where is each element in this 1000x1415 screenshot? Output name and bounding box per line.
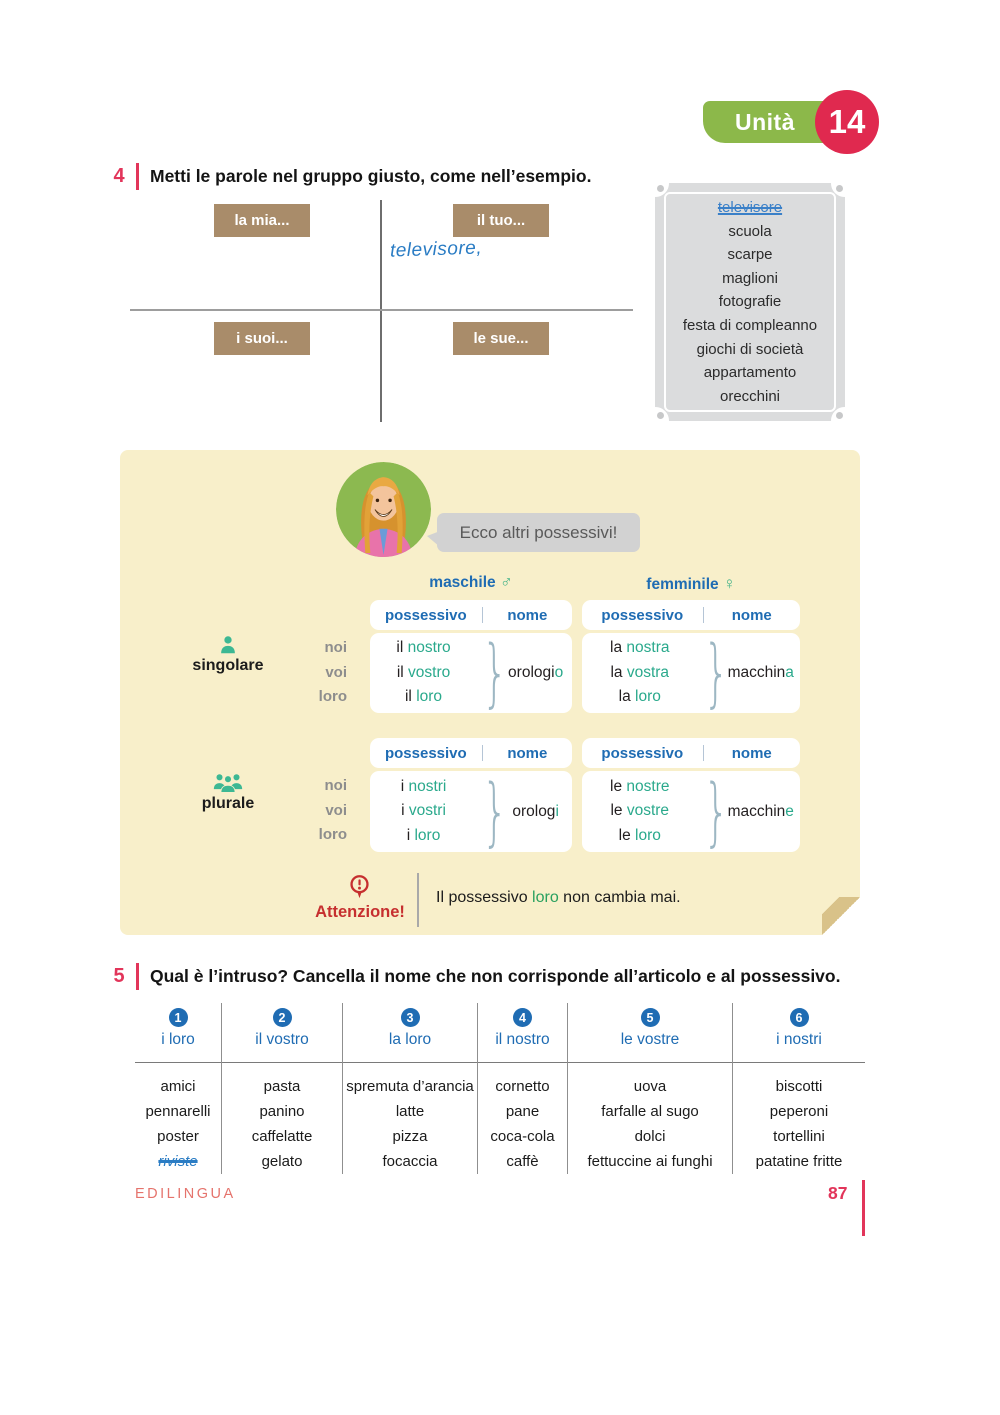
unit-number-badge (815, 90, 879, 154)
number-badge: 3 (401, 1008, 420, 1027)
column-3 (343, 1003, 478, 1174)
word-item: scarpe (727, 246, 773, 264)
word-item: scuola (728, 222, 772, 240)
brace (698, 777, 722, 847)
column-6 (733, 1003, 865, 1174)
pronouns-plurale: noi voi loro (318, 777, 347, 843)
speech-bubble-text: Ecco altri possessivi! (459, 522, 618, 542)
attention-label: Attenzione! (315, 903, 405, 921)
crossed-word: televisore (717, 199, 783, 216)
word-item: fotografie (718, 293, 782, 311)
table-head-singolare-maschile: possessivo nome (370, 600, 572, 630)
column-possessive: la loro (388, 1031, 432, 1048)
student-avatar (336, 462, 431, 557)
quadrant-vertical-line (380, 200, 382, 422)
speech-bubble (437, 513, 640, 552)
crossed-out-word: riviste (158, 1153, 198, 1170)
exercise-divider-bar (136, 163, 139, 190)
word-item: giochi di società (696, 340, 804, 358)
plurale-label: plurale (201, 795, 255, 812)
column-words: uova farfalle al sugo dolci fettuccine ai funghi (587, 1078, 713, 1170)
girl-avatar-illustration (336, 462, 431, 557)
table-body-singolare-maschile: il nostro il vostro il loro } orologio (370, 633, 572, 713)
publisher-logo: EDILINGUA (135, 1186, 236, 1202)
table-head-plurale-maschile: possessivo nome (370, 738, 572, 768)
unit-number: 14 (828, 103, 866, 140)
exercise5-number: 5 (113, 965, 125, 987)
attention-divider (417, 873, 419, 927)
column-possessive: il nostro (495, 1031, 550, 1048)
column-words: spremuta d’arancia latte pizza focaccia (346, 1078, 474, 1170)
table-body-plurale-maschile: i nostri i vostri i loro } orologi (370, 771, 572, 852)
number-badge: 5 (641, 1008, 660, 1027)
handwritten-example-answer: televisore, (389, 237, 483, 262)
word-item: festa di compleanno (682, 316, 818, 334)
tag-le-sue: le sue... (453, 322, 549, 355)
number-badge: 4 (513, 1008, 532, 1027)
word-item: maglioni (722, 269, 778, 287)
femminile-header: femminile ♀ (646, 574, 736, 593)
maschile-header: maschile ♂ (429, 572, 513, 591)
page-number: 87 (828, 1183, 848, 1203)
brace (477, 777, 499, 847)
word-list (655, 183, 845, 421)
table-body-plurale-femminile: le nostre le vostre le loro } macchine (582, 771, 800, 852)
pronouns-singolare: noi voi loro (318, 639, 347, 705)
page-number-rule (862, 1180, 865, 1236)
column-1 (135, 1003, 222, 1174)
exercise4-number: 4 (113, 165, 125, 187)
column-words: amici pennarelli poster riviste (135, 1063, 221, 1174)
exercise-divider-bar (136, 963, 139, 990)
female-icon: ♀ (722, 574, 736, 593)
number-badge: 1 (169, 1008, 188, 1027)
column-5 (568, 1003, 733, 1174)
exercise4-title: Metti le parole nel gruppo giusto, come nell’esempio. (150, 166, 592, 186)
column-4 (478, 1003, 568, 1174)
tag-il-tuo: il tuo... (453, 204, 549, 237)
column-possessive: i loro (161, 1031, 195, 1048)
number-badge: 2 (273, 1008, 292, 1027)
singolare-label: singolare (192, 657, 264, 674)
brace (477, 638, 499, 708)
tag-la-mia: la mia... (214, 204, 310, 237)
table-head-singolare-femminile: possessivo nome (582, 600, 800, 630)
tag-i-suoi: i suoi... (214, 322, 310, 355)
attention-text: Il possessivo loro non cambia mai. (436, 889, 681, 906)
column-2 (222, 1003, 343, 1174)
exercise5-header (110, 963, 840, 990)
word-item: orecchini (719, 387, 781, 405)
number-badge: 6 (790, 1008, 809, 1027)
table-body-singolare-femminile: la nostra la vostra la loro } macchina (582, 633, 800, 713)
column-possessive: il vostro (255, 1031, 309, 1048)
column-words: pasta panino caffelatte gelato (251, 1078, 313, 1170)
word-box (655, 183, 845, 421)
column-possessive: i nostri (776, 1031, 822, 1048)
column-words: cornetto pane coca-cola caffè (490, 1078, 555, 1170)
unit-label: Unità (735, 109, 795, 135)
column-possessive: le vostre (620, 1031, 680, 1048)
table-head-plurale-femminile: possessivo nome (582, 738, 800, 768)
quadrant-horizontal-line (130, 309, 633, 311)
exercise4-header (110, 163, 591, 190)
brace (698, 638, 722, 708)
folded-corner (822, 897, 860, 935)
column-words: biscotti peperoni tortellini patatine fritte (755, 1078, 843, 1170)
exercise5-title: Qual è l’intruso? Cancella il nome che non corrisponde all’articolo e al possessivo. (150, 966, 841, 986)
word-item: appartamento (703, 364, 797, 382)
exercise5-table (135, 1003, 865, 1170)
male-icon: ♂ (499, 572, 513, 591)
